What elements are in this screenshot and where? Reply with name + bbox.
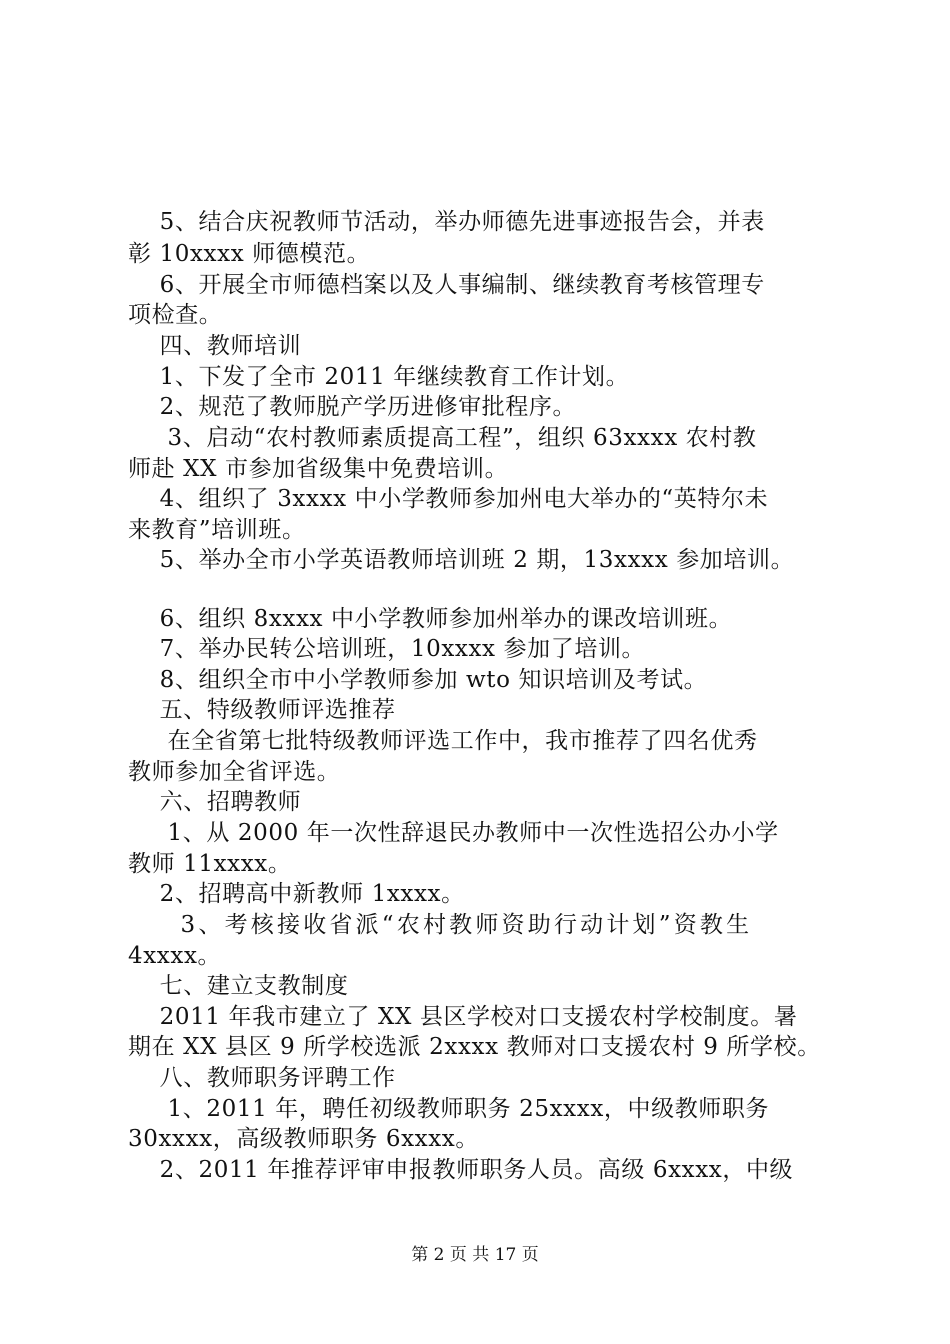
paragraph-line: 项检查。 — [128, 302, 223, 328]
section-heading: 四、教师培训 — [128, 333, 302, 359]
paragraph-line: 1、从 2000 年一次性辞退民办教师中一次性选招公办小学 — [128, 820, 779, 846]
paragraph-line: 4、组织了 3xxxx 中小学教师参加州电大举办的“英特尔未 — [128, 486, 769, 512]
paragraph-line: 师赴 XX 市参加省级集中免费培训。 — [128, 456, 509, 482]
paragraph-line: 4xxxx。 — [128, 943, 222, 969]
paragraph-line: 3、启动“农村教师素质提高工程”，组织 63xxxx 农村教 — [128, 425, 757, 451]
paragraph-line: 6、开展全市师德档案以及人事编制、继续教育考核管理专 — [128, 272, 765, 298]
paragraph-line: 彰 10xxxx 师德模范。 — [128, 241, 371, 267]
paragraph-line: 期在 XX 县区 9 所学校选派 2xxxx 教师对口支援农村 9 所学校。 — [128, 1034, 821, 1060]
paragraph-line: 1、下发了全市 2011 年继续教育工作计划。 — [128, 364, 630, 390]
paragraph-line: 6、组织 8xxxx 中小学教师参加州举办的课改培训班。 — [128, 606, 733, 632]
paragraph-line: 2、规范了教师脱产学历进修审批程序。 — [128, 394, 577, 420]
paragraph-line: 8、组织全市中小学教师参加 wto 知识培训及考试。 — [128, 667, 708, 693]
section-heading: 七、建立支教制度 — [128, 973, 349, 999]
paragraph-line: 教师参加全省评选。 — [128, 759, 341, 785]
section-heading: 五、特级教师评选推荐 — [128, 697, 396, 723]
paragraph-line: 2、招聘高中新教师 1xxxx。 — [128, 881, 465, 907]
section-heading: 八、教师职务评聘工作 — [128, 1065, 396, 1091]
paragraph-line: 来教育”培训班。 — [128, 517, 306, 543]
paragraph-line: 2、2011 年推荐评审申报教师职务人员。高级 6xxxx，中级 — [128, 1157, 794, 1183]
paragraph-line: 教师 11xxxx。 — [128, 851, 292, 877]
paragraph-line: 7、举办民转公培训班，10xxxx 参加了培训。 — [128, 636, 646, 662]
paragraph-line: 3、考核接收省派“农村教师资助行动计划”资教生 — [128, 912, 753, 938]
page-number-footer: 第 2 页 共 17 页 — [411, 1245, 539, 1265]
paragraph-line: 5、结合庆祝教师节活动，举办师德先进事迹报告会，并表 — [128, 209, 765, 235]
paragraph-line: 5、举办全市小学英语教师培训班 2 期，13xxxx 参加培训。 — [128, 547, 795, 573]
paragraph-line: 30xxxx，高级教师职务 6xxxx。 — [128, 1126, 479, 1152]
paragraph-line: 1、2011 年，聘任初级教师职务 25xxxx，中级教师职务 — [128, 1096, 770, 1122]
paragraph-line: 在全省第七批特级教师评选工作中，我市推荐了四名优秀 — [128, 728, 758, 754]
section-heading: 六、招聘教师 — [128, 789, 302, 815]
paragraph-line: 2011 年我市建立了 XX 县区学校对口支援农村学校制度。暑 — [128, 1004, 798, 1030]
